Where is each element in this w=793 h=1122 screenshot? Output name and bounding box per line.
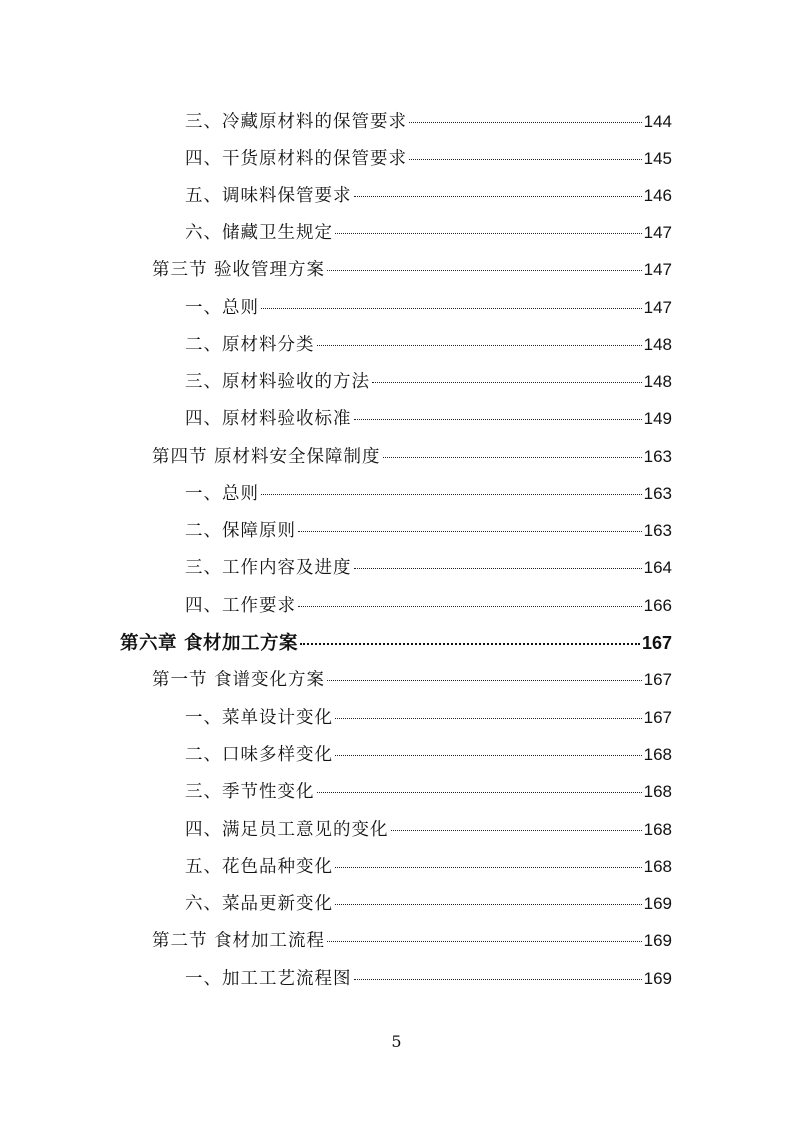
toc-entry[interactable] bbox=[185, 816, 672, 841]
toc-entry[interactable] bbox=[185, 219, 672, 244]
toc-entry-label: 一、总则 bbox=[185, 298, 259, 318]
toc-entry[interactable] bbox=[185, 554, 672, 579]
toc-entry[interactable] bbox=[185, 853, 672, 878]
toc-entry[interactable] bbox=[152, 666, 672, 691]
dot-leader bbox=[300, 643, 640, 645]
toc-entry-page: 166 bbox=[643, 596, 672, 615]
toc-entry-page: 149 bbox=[643, 409, 672, 428]
toc-entry-page: 169 bbox=[643, 894, 672, 913]
toc-entry-page: 144 bbox=[643, 112, 672, 131]
toc-entry[interactable] bbox=[152, 443, 672, 468]
toc-entry-label: 四、满足员工意见的变化 bbox=[185, 820, 389, 840]
toc-entry-label: 三、工作内容及进度 bbox=[185, 558, 352, 578]
toc-entry-label: 第三节 验收管理方案 bbox=[152, 260, 326, 280]
dot-leader bbox=[335, 904, 642, 905]
dot-leader bbox=[335, 867, 642, 868]
toc-entry-page: 168 bbox=[643, 782, 672, 801]
toc-entry[interactable] bbox=[185, 778, 672, 803]
toc-entry-page: 147 bbox=[643, 298, 672, 317]
toc-entry-page: 163 bbox=[643, 447, 672, 466]
toc-entry-page: 168 bbox=[643, 745, 672, 764]
toc-entry-label: 第六章 食材加工方案 bbox=[120, 633, 298, 654]
toc-entry-label: 二、原材料分类 bbox=[185, 335, 315, 355]
toc-entry-label: 三、季节性变化 bbox=[185, 782, 315, 802]
dot-leader bbox=[261, 494, 642, 495]
toc-entry-label: 第二节 食材加工流程 bbox=[152, 931, 326, 951]
page-number: 5 bbox=[391, 1032, 402, 1051]
toc-entry-page: 147 bbox=[643, 260, 672, 279]
toc-entry-label: 二、保障原则 bbox=[185, 521, 296, 541]
dot-leader bbox=[298, 606, 642, 607]
toc-entry[interactable] bbox=[185, 108, 672, 133]
toc-entry-label: 第四节 原材料安全保障制度 bbox=[152, 447, 381, 467]
dot-leader bbox=[298, 531, 642, 532]
toc-entry-page: 167 bbox=[643, 670, 672, 689]
toc-entry[interactable] bbox=[185, 890, 672, 915]
toc-entry-label: 第一节 食谱变化方案 bbox=[152, 670, 326, 690]
dot-leader bbox=[383, 457, 642, 458]
toc-entry-page: 168 bbox=[643, 857, 672, 876]
dot-leader bbox=[354, 979, 642, 980]
toc-entry-page: 167 bbox=[641, 633, 672, 653]
dot-leader bbox=[327, 941, 642, 942]
toc-entry[interactable] bbox=[185, 965, 672, 990]
toc-entry-label: 六、菜品更新变化 bbox=[185, 894, 333, 914]
toc-entry-label: 四、干货原材料的保管要求 bbox=[185, 149, 407, 169]
dot-leader bbox=[354, 419, 642, 420]
toc-entry-label: 一、加工工艺流程图 bbox=[185, 969, 352, 989]
toc-entry[interactable] bbox=[185, 294, 672, 319]
dot-leader bbox=[317, 345, 642, 346]
toc-entry[interactable] bbox=[185, 517, 672, 542]
toc-entry[interactable] bbox=[185, 704, 672, 729]
toc-entry-label: 三、原材料验收的方法 bbox=[185, 372, 370, 392]
toc-entry[interactable] bbox=[185, 480, 672, 505]
dot-leader bbox=[372, 382, 642, 383]
toc-entry-page: 168 bbox=[643, 820, 672, 839]
toc-entry-label: 五、花色品种变化 bbox=[185, 857, 333, 877]
toc-entry[interactable] bbox=[152, 927, 672, 952]
toc-entry[interactable] bbox=[185, 182, 672, 207]
dot-leader bbox=[261, 308, 642, 309]
toc-entry-page: 163 bbox=[643, 521, 672, 540]
dot-leader bbox=[354, 568, 642, 569]
toc-entry-page: 148 bbox=[643, 372, 672, 391]
toc-entry[interactable] bbox=[185, 145, 672, 170]
toc-entry-page: 147 bbox=[643, 223, 672, 242]
dot-leader bbox=[317, 792, 642, 793]
dot-leader bbox=[335, 718, 642, 719]
toc-entry[interactable] bbox=[152, 256, 672, 281]
dot-leader bbox=[354, 196, 642, 197]
toc-entry-page: 163 bbox=[643, 484, 672, 503]
toc-entry[interactable] bbox=[185, 592, 672, 617]
toc-entry[interactable] bbox=[185, 331, 672, 356]
dot-leader bbox=[335, 755, 642, 756]
toc-chapter-entry[interactable] bbox=[120, 629, 672, 655]
toc-entry-label: 三、冷藏原材料的保管要求 bbox=[185, 112, 407, 132]
toc-entry[interactable] bbox=[185, 741, 672, 766]
toc-entry-label: 五、调味料保管要求 bbox=[185, 186, 352, 206]
dot-leader bbox=[327, 680, 642, 681]
toc-entry-page: 148 bbox=[643, 335, 672, 354]
toc-entry-page: 167 bbox=[643, 708, 672, 727]
dot-leader bbox=[391, 830, 642, 831]
dot-leader bbox=[327, 270, 642, 271]
toc-entry[interactable] bbox=[185, 405, 672, 430]
toc-entry-page: 164 bbox=[643, 558, 672, 577]
toc-entry-page: 146 bbox=[643, 186, 672, 205]
toc-entry[interactable] bbox=[185, 368, 672, 393]
toc-entry-label: 一、总则 bbox=[185, 484, 259, 504]
toc-entry-page: 169 bbox=[643, 931, 672, 950]
toc-entry-label: 二、口味多样变化 bbox=[185, 745, 333, 765]
toc-entry-label: 一、菜单设计变化 bbox=[185, 708, 333, 728]
dot-leader bbox=[409, 122, 642, 123]
toc-entry-page: 145 bbox=[643, 149, 672, 168]
toc-entry-label: 六、储藏卫生规定 bbox=[185, 223, 333, 243]
dot-leader bbox=[409, 159, 642, 160]
toc-entry-label: 四、原材料验收标准 bbox=[185, 409, 352, 429]
dot-leader bbox=[335, 233, 642, 234]
toc-entry-label: 四、工作要求 bbox=[185, 596, 296, 616]
toc-entry-page: 169 bbox=[643, 969, 672, 988]
